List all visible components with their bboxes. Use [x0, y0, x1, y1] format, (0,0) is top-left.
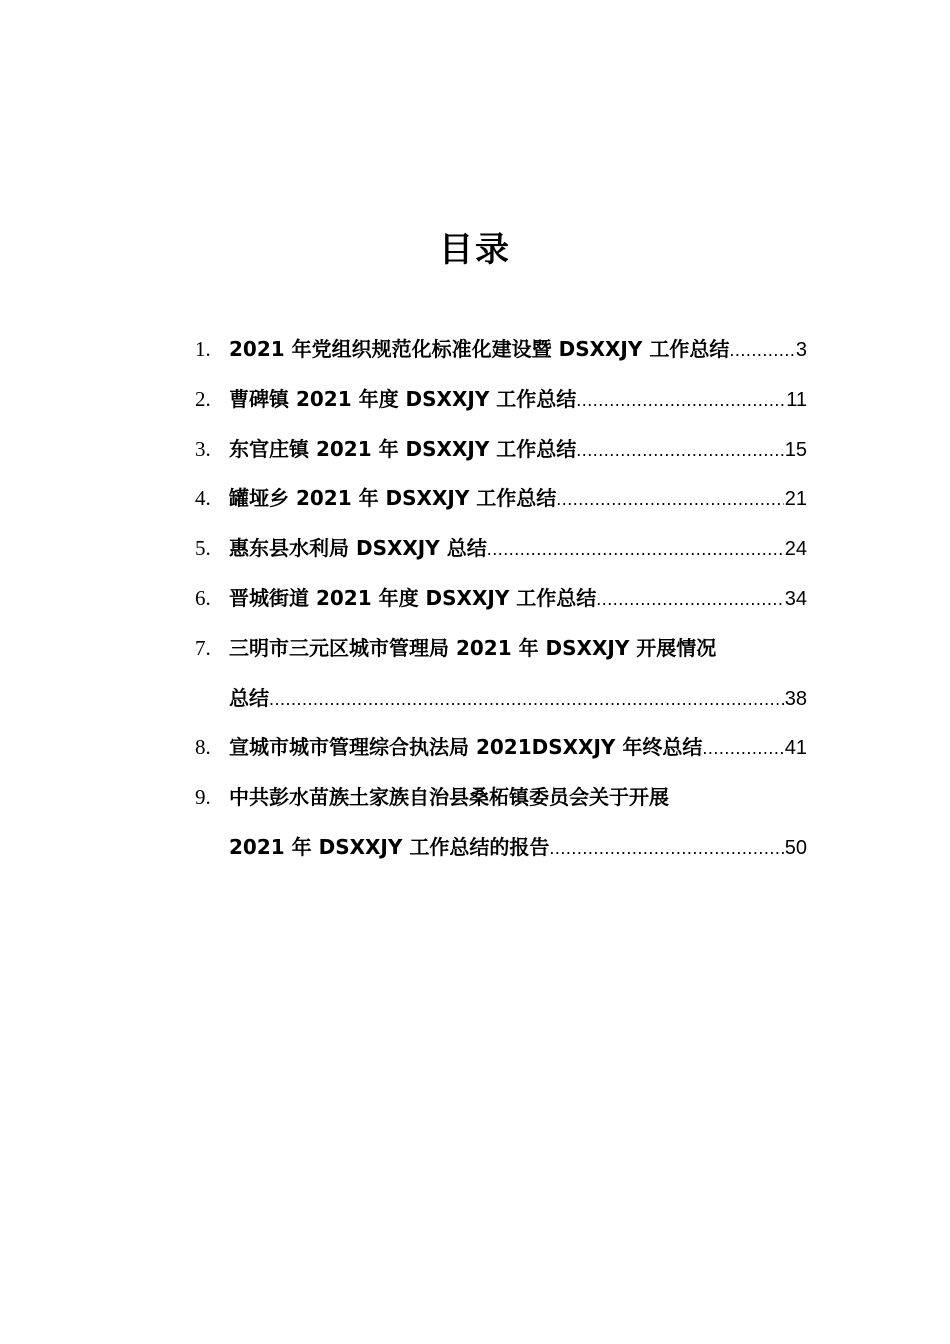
- toc-entry-title[interactable]: 罐垭乡 2021 年 DSXXJY 工作总结: [229, 486, 557, 511]
- toc-entry-number: 4.: [195, 486, 211, 511]
- toc-entry-number: 6.: [195, 585, 211, 610]
- toc-entry-title[interactable]: 2021 年党组织规范化标准化建设暨 DSXXJY 工作总结: [229, 337, 730, 361]
- toc-page-number[interactable]: 50: [784, 836, 807, 859]
- toc-entry-title[interactable]: 三明市三元区城市管理局 2021 年 DSXXJY 开展情况: [229, 635, 717, 660]
- toc-entry-title-continued[interactable]: 总结: [229, 685, 269, 710]
- toc-dot-leader: [729, 326, 795, 376]
- toc-entry-number: 5.: [195, 536, 211, 561]
- toc-page-number[interactable]: 3: [795, 339, 807, 361]
- toc-dot-leader: [596, 575, 783, 625]
- toc-entry-title[interactable]: 宣城市城市管理综合执法局 2021DSXXJY 年终总结: [229, 735, 703, 760]
- toc-dot-leader: [269, 675, 784, 725]
- toc-page-number[interactable]: 34: [784, 587, 807, 610]
- toc-page-number[interactable]: 21: [784, 488, 807, 511]
- toc-entry[interactable]: [195, 474, 807, 524]
- toc-entry[interactable]: [195, 325, 807, 375]
- toc-entry-number: 7.: [195, 635, 211, 660]
- toc-page-number[interactable]: 11: [786, 388, 807, 411]
- toc-entry-title[interactable]: 中共彭水苗族土家族自治县桑柘镇委员会关于开展: [229, 785, 669, 810]
- toc-entry-title[interactable]: 晋城街道 2021 年度 DSXXJY 工作总结: [229, 585, 597, 610]
- toc-dot-leader: [549, 824, 783, 874]
- toc-entry[interactable]: [195, 574, 807, 624]
- toc-entry-number: 9.: [195, 785, 211, 810]
- toc-dot-leader: [576, 426, 783, 476]
- toc-entry[interactable]: [195, 425, 807, 475]
- toc-entry-title[interactable]: 东官庄镇 2021 年 DSXXJY 工作总结: [229, 436, 577, 461]
- toc-entry-number: 2.: [195, 386, 211, 411]
- toc-entry-title[interactable]: 惠东县水利局 DSXXJY 总结: [229, 536, 487, 561]
- toc-entry-number: 1.: [195, 337, 211, 361]
- toc-page-number[interactable]: 41: [784, 737, 807, 760]
- toc-dot-leader: [576, 376, 785, 426]
- toc-dot-leader: [556, 475, 783, 525]
- toc-entry-title[interactable]: 曹碑镇 2021 年度 DSXXJY 工作总结: [229, 386, 577, 411]
- toc-entry[interactable]: [195, 524, 807, 574]
- toc-page-number[interactable]: 15: [784, 438, 807, 461]
- toc-entry[interactable]: [195, 723, 807, 773]
- toc-title: 目录: [439, 230, 511, 270]
- toc-list: [195, 325, 807, 873]
- toc-entry-title-continued[interactable]: 2021 年 DSXXJY 工作总结的报告: [229, 834, 550, 859]
- toc-entry[interactable]: [195, 773, 807, 873]
- toc-entry-number: 3.: [195, 436, 211, 461]
- toc-entry[interactable]: [195, 375, 807, 425]
- toc-page-number[interactable]: 38: [784, 687, 807, 710]
- toc-page-number[interactable]: 24: [784, 538, 807, 561]
- toc-entry[interactable]: [195, 624, 807, 724]
- toc-entry-number: 8.: [195, 735, 211, 760]
- toc-dot-leader: [702, 724, 783, 774]
- toc-dot-leader: [487, 525, 784, 575]
